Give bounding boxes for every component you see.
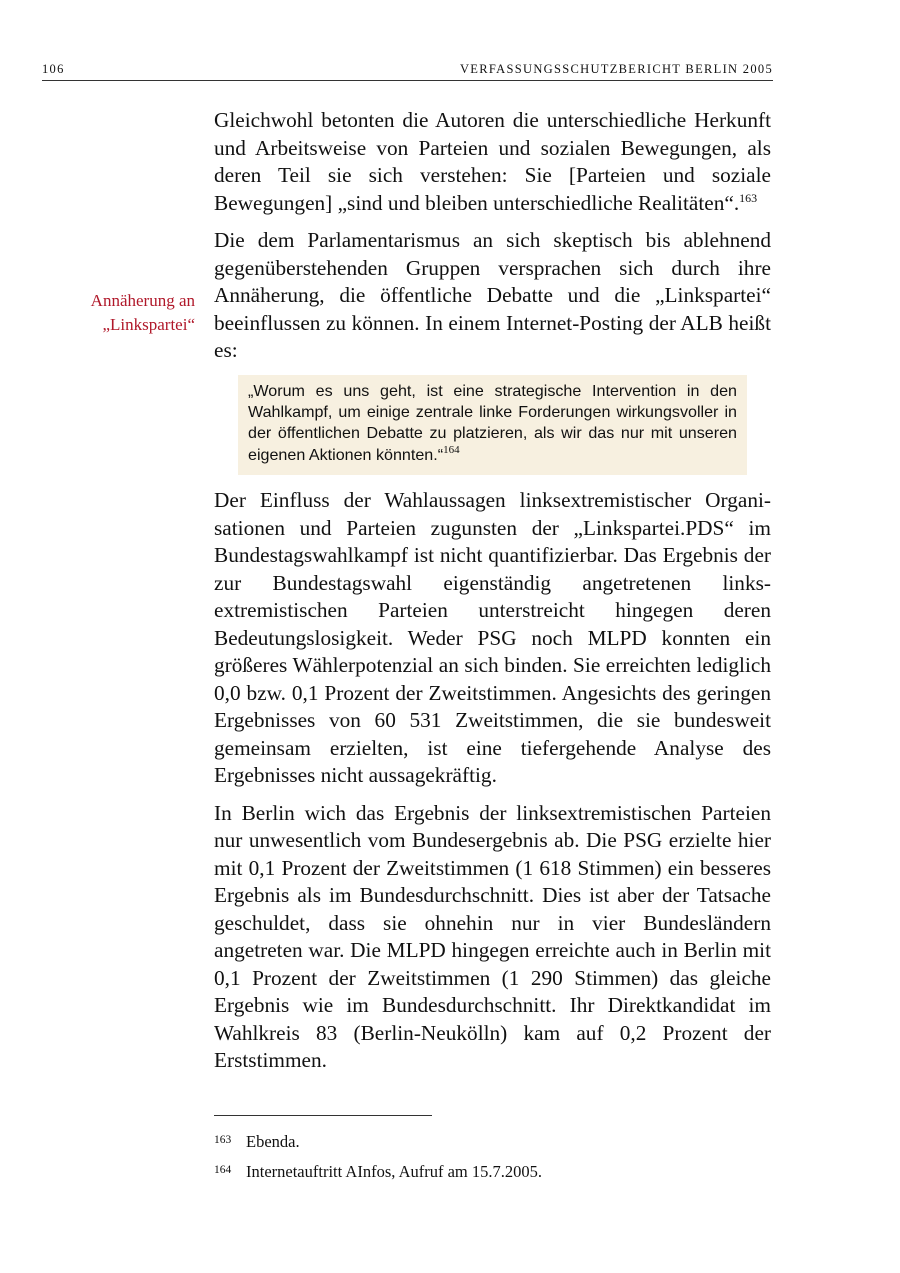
paragraph [214, 107, 771, 217]
footnotes [214, 1131, 771, 1191]
quote-text: „Worum es uns geht, ist eine strategische Intervention in den Wahlkampf, um einige zentrale linke Forderungen wirkungsvoller in der öffentlichen Debatte zu platzieren, als wir das nur mit unseren eigenen Aktionen könnten.“ [248, 381, 737, 464]
margin-note-line: Annäherung an [90, 291, 195, 310]
running-header [42, 62, 773, 81]
footnote-text: Internetauftritt AInfos, Aufruf am 15.7.2005. [246, 1162, 543, 1181]
margin-note-line: „Linkspartei“ [102, 315, 195, 334]
main-text [214, 107, 771, 1085]
footnote-divider [214, 1115, 432, 1116]
page-number: 106 [42, 62, 65, 76]
footnote-number: 163 [214, 1134, 232, 1146]
running-title: VERFASSUNGSSCHUTZBERICHT BERLIN 2005 [459, 62, 773, 76]
paragraph: Der Einfluss der Wahlaussagen linksextremistischer Organisationen und Parteien zugunsten der „Linkspartei.PDS“ im Bundestagswahlkampf ist nicht quantifizierbar. Das Ergebnis der zur Bundestagswahl eigenständig angetretenen linksextremistischen Parteien unterstreicht hingegen deren Bedeutungslosigkeit. Weder PSG noch MLPD konnten ein größeres Wählerpotenzial an sich binden. Sie erreichten lediglich 0,0 bzw. 0,1 Prozent der Zweitstimmen. Angesichts des geringen Ergebnisses von 60 531 Zweitstimmen, die sie bundesweit gemeinsam erzielten, ist eine tiefergehende Analyse des Ergebnisses nicht aussagekräftig. [214, 488, 771, 788]
footnote-ref: 163 [739, 190, 758, 205]
footnote [214, 1161, 771, 1183]
footnote-number: 164 [214, 1164, 232, 1176]
footnote-ref: 164 [443, 443, 460, 456]
paragraph-text: Gleichwohl betonten die Autoren die unterschiedliche Herkunft und Arbeitsweise von Parteien und sozialen Bewegungen, als deren Teil sie sich verstehen: Sie [Parteien und soziale Bewegungen] „sind und bleiben unterschiedliche Realitäten“. [214, 108, 771, 215]
margin-note [40, 289, 195, 337]
footnote-text: Ebenda. [246, 1132, 300, 1151]
block-quote [238, 375, 747, 476]
paragraph: Die dem Parlamentarismus an sich skeptisch bis ablehnend gegenüberstehenden Gruppen versprachen sich durch ihre Annäherung, die öffentliche Debatte und die „Linkspartei“ beeinflussen zu können. In einem Internet-Posting der ALB heißt es: [214, 228, 771, 362]
footnote [214, 1131, 771, 1153]
paragraph: In Berlin wich das Ergebnis der linksextremistischen Parteien nur unwesentlich vom Bundesergebnis ab. Die PSG erzielte hier mit 0,1 Prozent der Zweitstimmen (1 618 Stimmen) ein besseres Ergebnis als im Bundesdurchschnitt. Dies ist aber der Tatsache geschuldet, dass sie ohnehin nur in vier Bundesländern angetreten war. Die MLPD hingegen erreichte auch in Berlin mit 0,1 Prozent der Zweitstimmen (1 290 Stimmen) das gleiche Ergebnis wie im Bundesdurchschnitt. Ihr Direktkandidat im Wahlkreis 83 (Berlin-Neukölln) kam auf 0,2 Prozent der Erststimmen. [214, 800, 771, 1073]
